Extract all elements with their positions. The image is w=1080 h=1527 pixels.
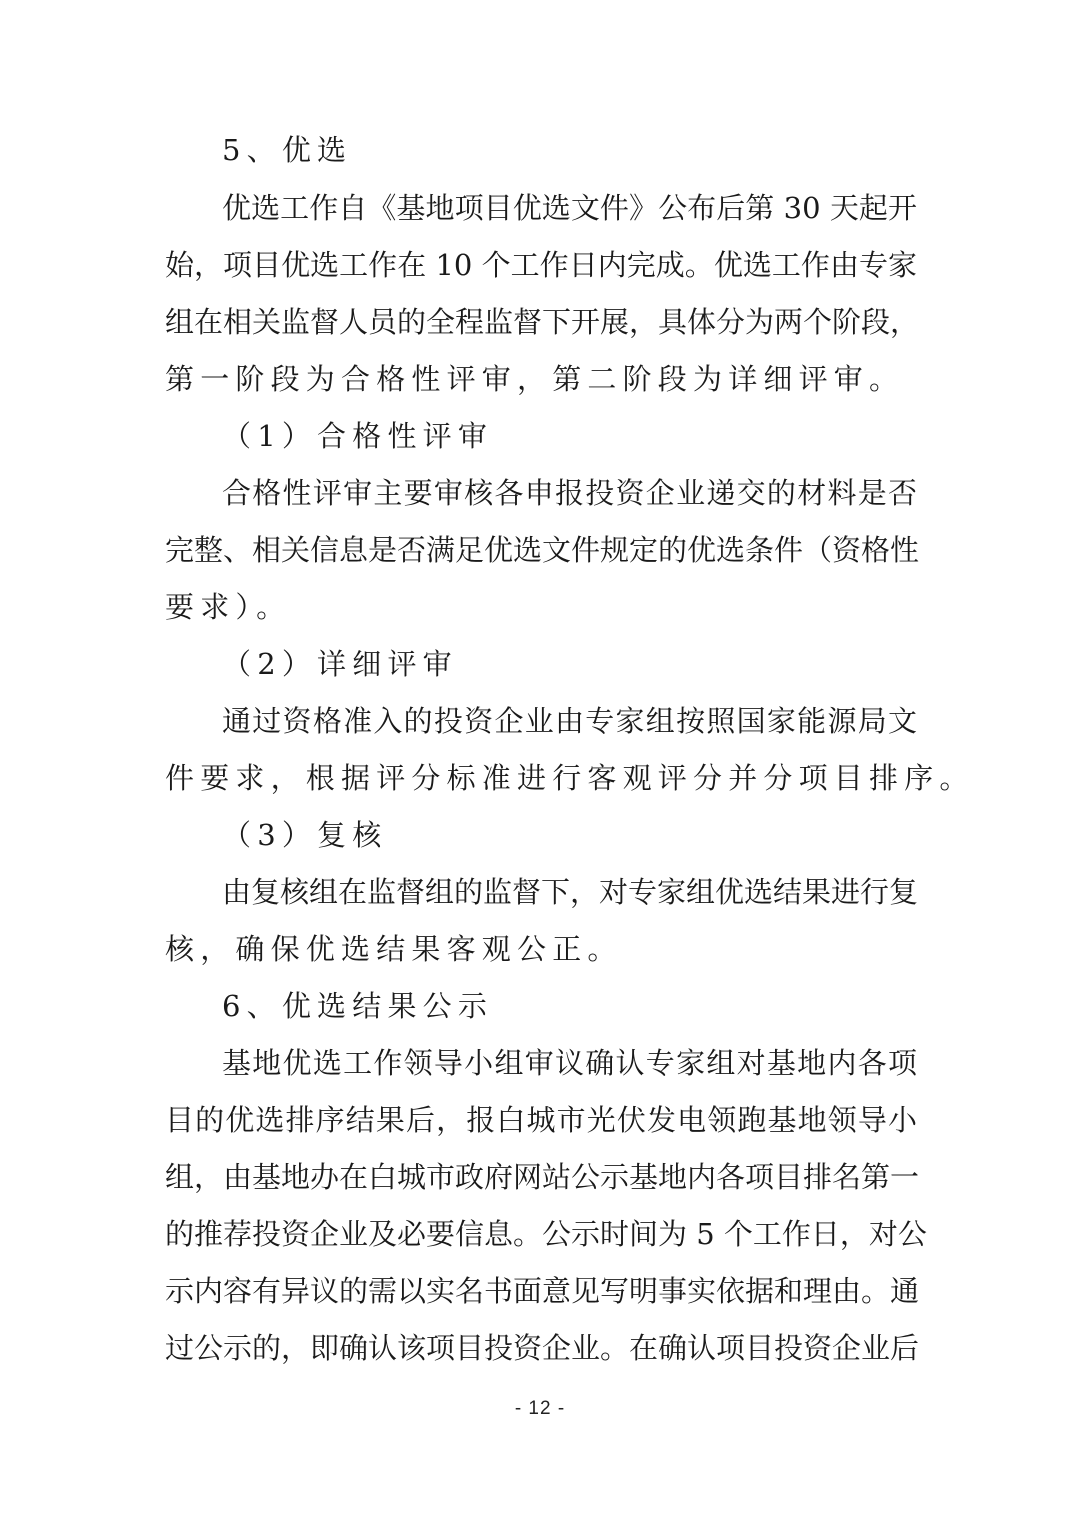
- page-number: - 12 -: [514, 1398, 566, 1419]
- section-heading-6: 6、优选结果公示: [222, 989, 494, 1023]
- paragraph-line: 组，由基地办在白城市政府网站公示基地内各项目排名第一: [165, 1160, 920, 1194]
- paragraph-line: 优选工作自《基地项目优选文件》公布后第 30 天起开: [222, 191, 917, 225]
- paragraph-line: 基地优选工作领导小组审议确认专家组对基地内各项: [222, 1046, 917, 1080]
- paragraph-line: 核，确保优选结果客观公正。: [165, 932, 623, 966]
- paragraph-line: 通过资格准入的投资企业由专家组按照国家能源局文: [222, 704, 917, 738]
- paragraph-line: 的推荐投资企业及必要信息。公示时间为 5 个工作日，对公: [165, 1217, 927, 1251]
- paragraph-line: 件要求，根据评分标准进行客观评分并分项目排序。: [165, 761, 975, 795]
- paragraph-line: 要求）。: [165, 590, 292, 624]
- paragraph-line: 示内容有异议的需以实名书面意见写明事实依据和理由。通: [165, 1274, 920, 1308]
- paragraph-line: 目的优选排序结果后，报白城市光伏发电领跑基地领导小: [165, 1103, 917, 1137]
- paragraph-line: 始，项目优选工作在 10 个工作日内完成。优选工作由专家: [165, 248, 917, 282]
- subsection-heading-3: （3）复核: [222, 818, 388, 852]
- paragraph-line: 由复核组在监督组的监督下，对专家组优选结果进行复: [222, 875, 919, 909]
- paragraph-line: 第一阶段为合格性评审，第二阶段为详细评审。: [165, 362, 905, 396]
- subsection-heading-1: （1）合格性评审: [222, 419, 494, 453]
- paragraph-line: 合格性评审主要审核各申报投资企业递交的材料是否: [222, 476, 917, 510]
- subsection-heading-2: （2）详细评审: [222, 647, 458, 681]
- paragraph-line: 过公示的，即确认该项目投资企业。在确认项目投资企业后: [165, 1331, 920, 1365]
- paragraph-line: 完整、相关信息是否满足优选文件规定的优选条件（资格性: [165, 533, 920, 567]
- paragraph-line: 组在相关监督人员的全程监督下开展，具体分为两个阶段，: [165, 305, 920, 339]
- section-heading-5: 5、优选: [222, 133, 353, 167]
